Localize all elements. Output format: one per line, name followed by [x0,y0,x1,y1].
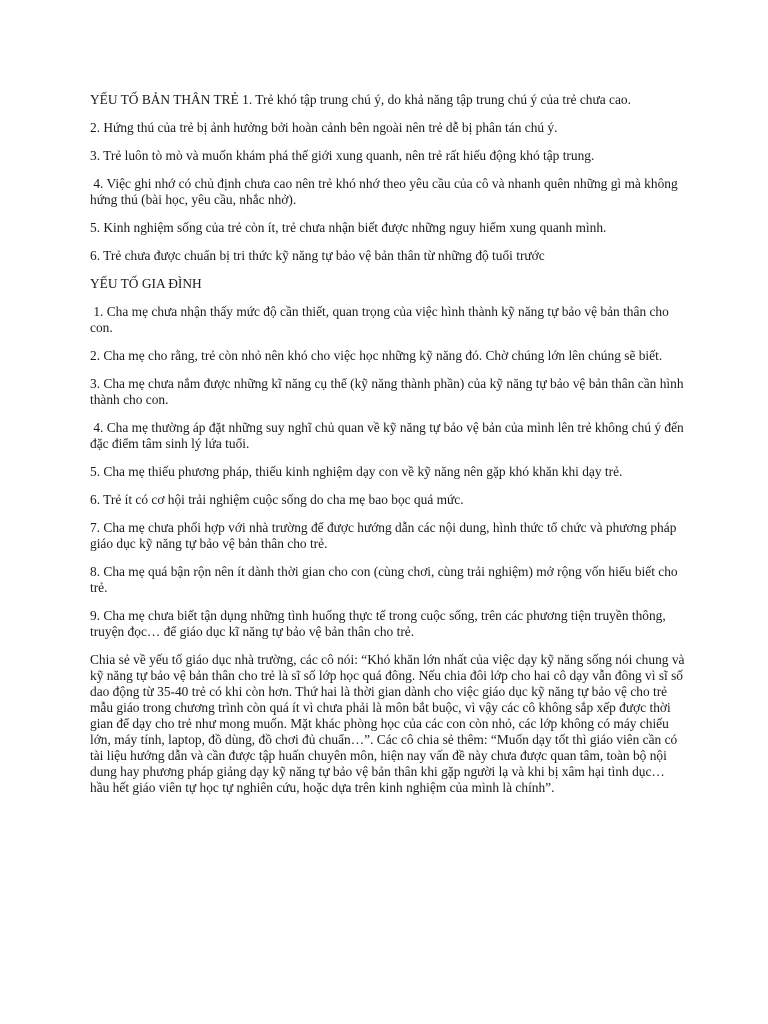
section1-item-2: 2. Hứng thú của trẻ bị ảnh hưởng bởi hoàn cảnh bên ngoài nên trẻ dễ bị phân tán chú ý. [90,120,558,135]
section2-item-5: 5. Cha mẹ thiếu phương pháp, thiếu kinh nghiệm dạy con về kỹ năng nên gặp khó khăn khi dạy trẻ. [90,464,623,479]
section2-item-1: 1. Cha mẹ chưa nhận thấy mức độ cần thiết, quan trọng của việc hình thành kỹ năng tự bảo vệ bản thân cho con. [90,304,673,335]
section2-item-2: 2. Cha mẹ cho rằng, trẻ còn nhỏ nên khó cho việc học những kỹ năng đó. Chờ chúng lớn lên chúng sẽ biết. [90,348,663,363]
closing-paragraph: Chia sẻ về yếu tố giáo dục nhà trường, các cô nói: “Khó khăn lớn nhất của việc dạy kỹ năng sống nói chung và kỹ năng tự bảo vệ bản thân cho trẻ là sĩ số lớp học quá đông. Nếu chia đôi lớp cho hai cô dạy vẫn đông vì sĩ số dao động từ 35-40 trẻ có khi còn hơn. Thứ hai là thời gian dành cho việc giáo dục kỹ năng tự bảo vệ cho trẻ mẫu giáo trong chương trình còn quá ít vì chưa phải là môn bắt buộc, vì vậy các cô không sắp xếp được thời gian để dạy cho trẻ như mong muốn. Mặt khác phòng học của các con còn nhỏ, các lớp không có máy chiếu lớn, máy tính, laptop, đồ dùng, đồ chơi đủ chuẩn…”. Các cô chia sẻ thêm: “Muốn dạy tốt thì giáo viên cần có tài liệu hướng dẫn và cần được tập huấn chuyên môn, hiện nay vấn đề này chưa được quan tâm, toàn bộ nội dung hay phương pháp giảng dạy kỹ năng tự bảo vệ bản thân khi gặp người lạ và khi bị xâm hại tình dục… hầu hết giáo viên tự học tự nghiên cứu, hoặc dựa trên kinh nghiệm của mình là chính”. [90,652,685,795]
section1-heading: YẾU TỐ BẢN THÂN TRẺ [90,92,239,107]
section2-item-9: 9. Cha mẹ chưa biết tận dụng những tình huống thực tế trong cuộc sống, trên các phương tiện truyền thông, truyện đọc… để giáo dục kĩ năng tự bảo vệ bản thân cho trẻ. [90,608,666,639]
section1-first-paragraph [90,92,686,108]
section2-item-8: 8. Cha mẹ quá bận rộn nên ít dành thời gian cho con (cùng chơi, cùng trải nghiệm) mở rộng vốn hiểu biết cho trẻ. [90,564,678,595]
section2-heading: YẾU TỐ GIA ĐÌNH [90,276,202,291]
section1-item-4: 4. Việc ghi nhớ có chủ định chưa cao nên trẻ khó nhớ theo yêu cầu của cô và nhanh quên những gì mà không hứng thú (bài học, yêu cầu, nhắc nhở). [90,176,682,207]
section2-item-7: 7. Cha mẹ chưa phối hợp với nhà trường để được hướng dẫn các nội dung, hình thức tổ chức và phương pháp giáo dục kỹ năng tự bảo vệ bản thân cho trẻ. [90,520,677,551]
section1-item-3: 3. Trẻ luôn tò mò và muốn khám phá thế giới xung quanh, nên trẻ rất hiếu động khó tập trung. [90,148,595,163]
section2-item-3: 3. Cha mẹ chưa nắm được những kĩ năng cụ thể (kỹ năng thành phần) của kỹ năng tự bảo vệ bản thân cần hình thành cho con. [90,376,684,407]
document-page [90,92,686,808]
section1-item-1: 1. Trẻ khó tập trung chú ý, do khả năng tập trung chú ý của trẻ chưa cao. [242,92,631,107]
section2-item-6: 6. Trẻ ít có cơ hội trải nghiệm cuộc sống do cha mẹ bao bọc quá mức. [90,492,464,507]
section1-item-6: 6. Trẻ chưa được chuẩn bị tri thức kỹ năng tự bảo vệ bản thân từ những độ tuổi trước [90,248,545,263]
section1-item-5: 5. Kinh nghiệm sống của trẻ còn ít, trẻ chưa nhận biết được những nguy hiểm xung quanh mình. [90,220,607,235]
section2-item-4: 4. Cha mẹ thường áp đặt những suy nghĩ chủ quan về kỹ năng tự bảo vệ bản của mình lên trẻ không chú ý đến đặc điểm tâm sinh lý lứa tuổi. [90,420,688,451]
